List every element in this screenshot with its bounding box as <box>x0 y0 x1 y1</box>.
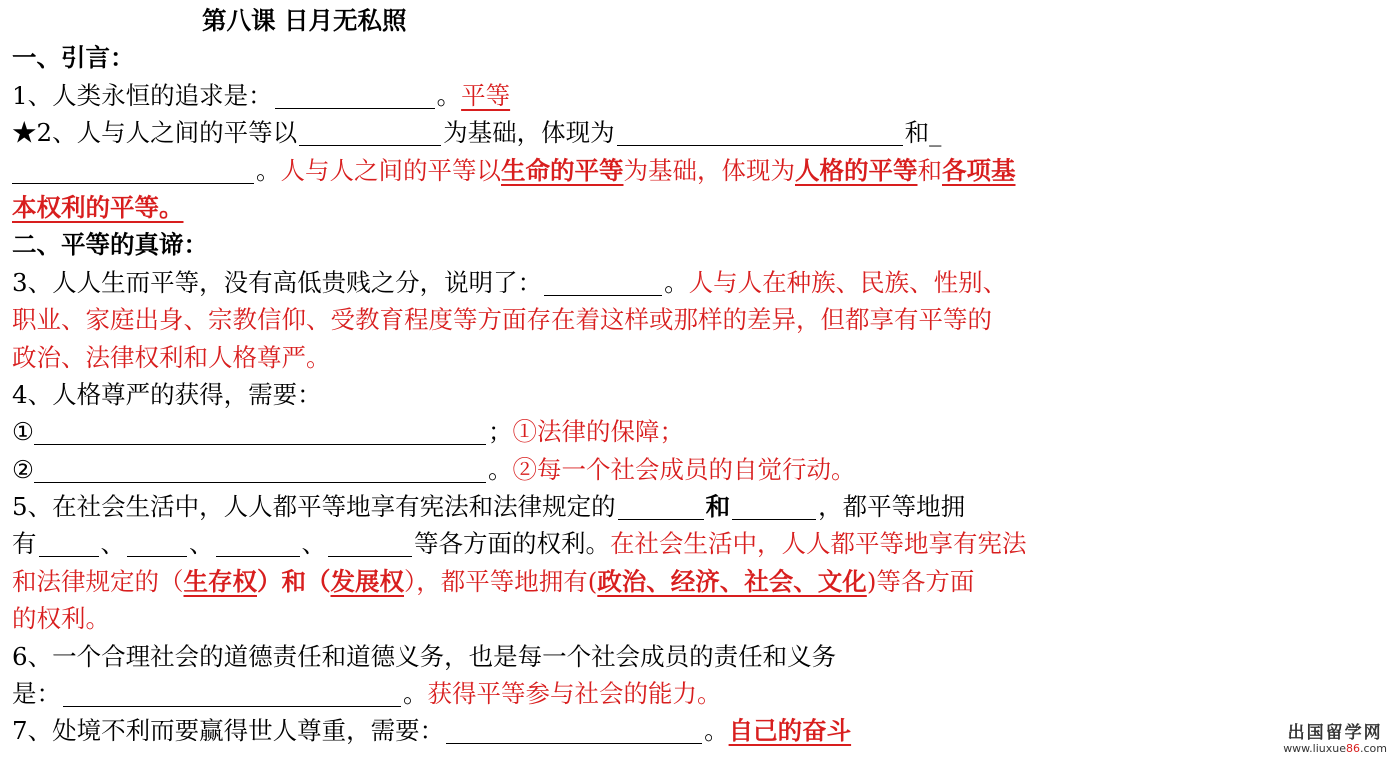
question-4-item-2 <box>12 451 1192 488</box>
answer-text: 人与人之间的平等以 <box>280 155 501 185</box>
question-3-line-1 <box>12 264 1192 301</box>
watermark-url-part: 86 <box>1346 742 1360 756</box>
question-7 <box>12 712 1192 749</box>
item-marker: ① <box>12 417 34 447</box>
question-2-line-2 <box>12 152 1192 189</box>
question-5-line-2 <box>12 525 1192 562</box>
question-5-line-4: 的权利。 <box>12 604 110 634</box>
question-text: 等各方面的权利。 <box>414 529 610 559</box>
punctuation: 。 <box>256 155 281 185</box>
section-heading-intro: 一、引言： <box>12 43 135 73</box>
answer-blank <box>63 680 401 707</box>
answer-keyword: 生命的平等 <box>501 155 624 185</box>
answer-blank <box>34 456 486 483</box>
answer-keyword: 本权利的平等。 <box>12 192 184 222</box>
watermark-name: 出国留学网 <box>1287 722 1383 743</box>
question-3-line-3: 政治、法律权利和人格尊严。 <box>12 342 331 372</box>
question-5-line-3 <box>12 563 1192 600</box>
separator: 、 <box>189 529 214 559</box>
item-marker: ② <box>12 454 34 484</box>
question-6-line-1: 6、一个合理社会的道德责任和道德义务，也是每一个社会成员的责任和义务 <box>12 641 837 671</box>
question-text: 是： <box>12 679 61 709</box>
answer-text: 和法律规定的（ <box>12 566 184 596</box>
answer-blank <box>328 530 412 557</box>
answer-blank <box>617 119 903 146</box>
question-text: 1、人类永恒的追求是： <box>12 80 273 110</box>
question-text: 5、在社会生活中，人人都平等地享有宪法和法律规定的 <box>12 492 616 522</box>
answer-blank <box>299 119 441 146</box>
separator: 、 <box>100 529 125 559</box>
answer-blank <box>127 530 187 557</box>
question-3-line-2: 职业、家庭出身、宗教信仰、受教育程度等方面存在着这样或那样的差异，但都享有平等的 <box>12 305 992 335</box>
answer-text: 平等 <box>461 80 511 110</box>
question-6-line-2 <box>12 675 1192 712</box>
answer-blank <box>34 418 486 445</box>
answer-blank <box>275 82 435 109</box>
answer-blank <box>618 493 704 520</box>
question-text: ★2、人与人之间的平等以 <box>12 118 298 148</box>
punctuation: ； <box>487 417 513 447</box>
question-text: 3、人人生而平等，没有高低贵贱之分，说明了： <box>12 267 543 297</box>
question-4-item-1 <box>12 413 1192 450</box>
answer-text: 在社会生活中，人人都平等地享有宪法 <box>610 529 1027 559</box>
watermark-url-part: .com <box>1360 742 1387 756</box>
answer-keyword: 自己的奋斗 <box>728 716 852 746</box>
answer-blank <box>544 269 662 296</box>
question-1 <box>12 77 1192 114</box>
answer-text: ①法律的保障； <box>512 417 684 447</box>
answer-text: ②每一个社会成员的自觉行动。 <box>512 454 856 484</box>
question-text: 和_ <box>904 118 942 148</box>
watermark-url-part: www.liuxue <box>1283 742 1346 756</box>
question-text: 有 <box>12 529 37 559</box>
question-5-line-1 <box>12 488 1192 525</box>
question-text: 7、处境不利而要赢得世人尊重，需要： <box>12 716 445 746</box>
punctuation: 。 <box>403 679 428 709</box>
answer-keyword: 人格的平等 <box>795 155 918 185</box>
section-heading-truth: 二、平等的真谛： <box>12 230 208 260</box>
question-text: ，都平等地拥 <box>818 492 966 522</box>
answer-keyword: 生存权 <box>183 566 257 596</box>
answer-blank <box>216 530 300 557</box>
site-watermark <box>1283 724 1387 756</box>
answer-keyword: 发展权 <box>330 566 404 596</box>
lesson-title: 第八课 日月无私照 <box>202 6 407 35</box>
punctuation: 。 <box>487 454 513 484</box>
answer-text: ），都平等地拥有( <box>404 566 598 596</box>
answer-blank <box>39 530 99 557</box>
answer-blank <box>12 157 254 184</box>
conjunction: 和 <box>705 492 731 522</box>
separator: 、 <box>301 529 326 559</box>
answer-keyword: 政治、经济、社会、文化 <box>597 566 867 596</box>
question-text: 为基础，体现为 <box>443 118 615 148</box>
answer-text: 和 <box>917 155 942 185</box>
punctuation: 。 <box>664 267 689 297</box>
question-2-line-1 <box>12 114 1192 151</box>
punctuation: 。 <box>436 80 462 110</box>
answer-text: 人与人在种族、民族、性别、 <box>688 267 1008 297</box>
answer-text: 为基础，体现为 <box>623 155 795 185</box>
answer-text: 获得平等参与社会的能力。 <box>427 679 722 709</box>
worksheet <box>12 2 1192 750</box>
watermark-url <box>1283 743 1387 756</box>
answer-blank <box>446 717 702 744</box>
question-2-line-3 <box>12 189 1192 226</box>
answer-blank <box>732 493 816 520</box>
answer-text: ）和（ <box>257 566 331 596</box>
answer-keyword: 各项基 <box>942 155 1016 185</box>
question-4: 4、人格尊严的获得，需要： <box>12 379 322 409</box>
answer-text: )等各方面 <box>866 566 975 596</box>
punctuation: 。 <box>704 716 729 746</box>
